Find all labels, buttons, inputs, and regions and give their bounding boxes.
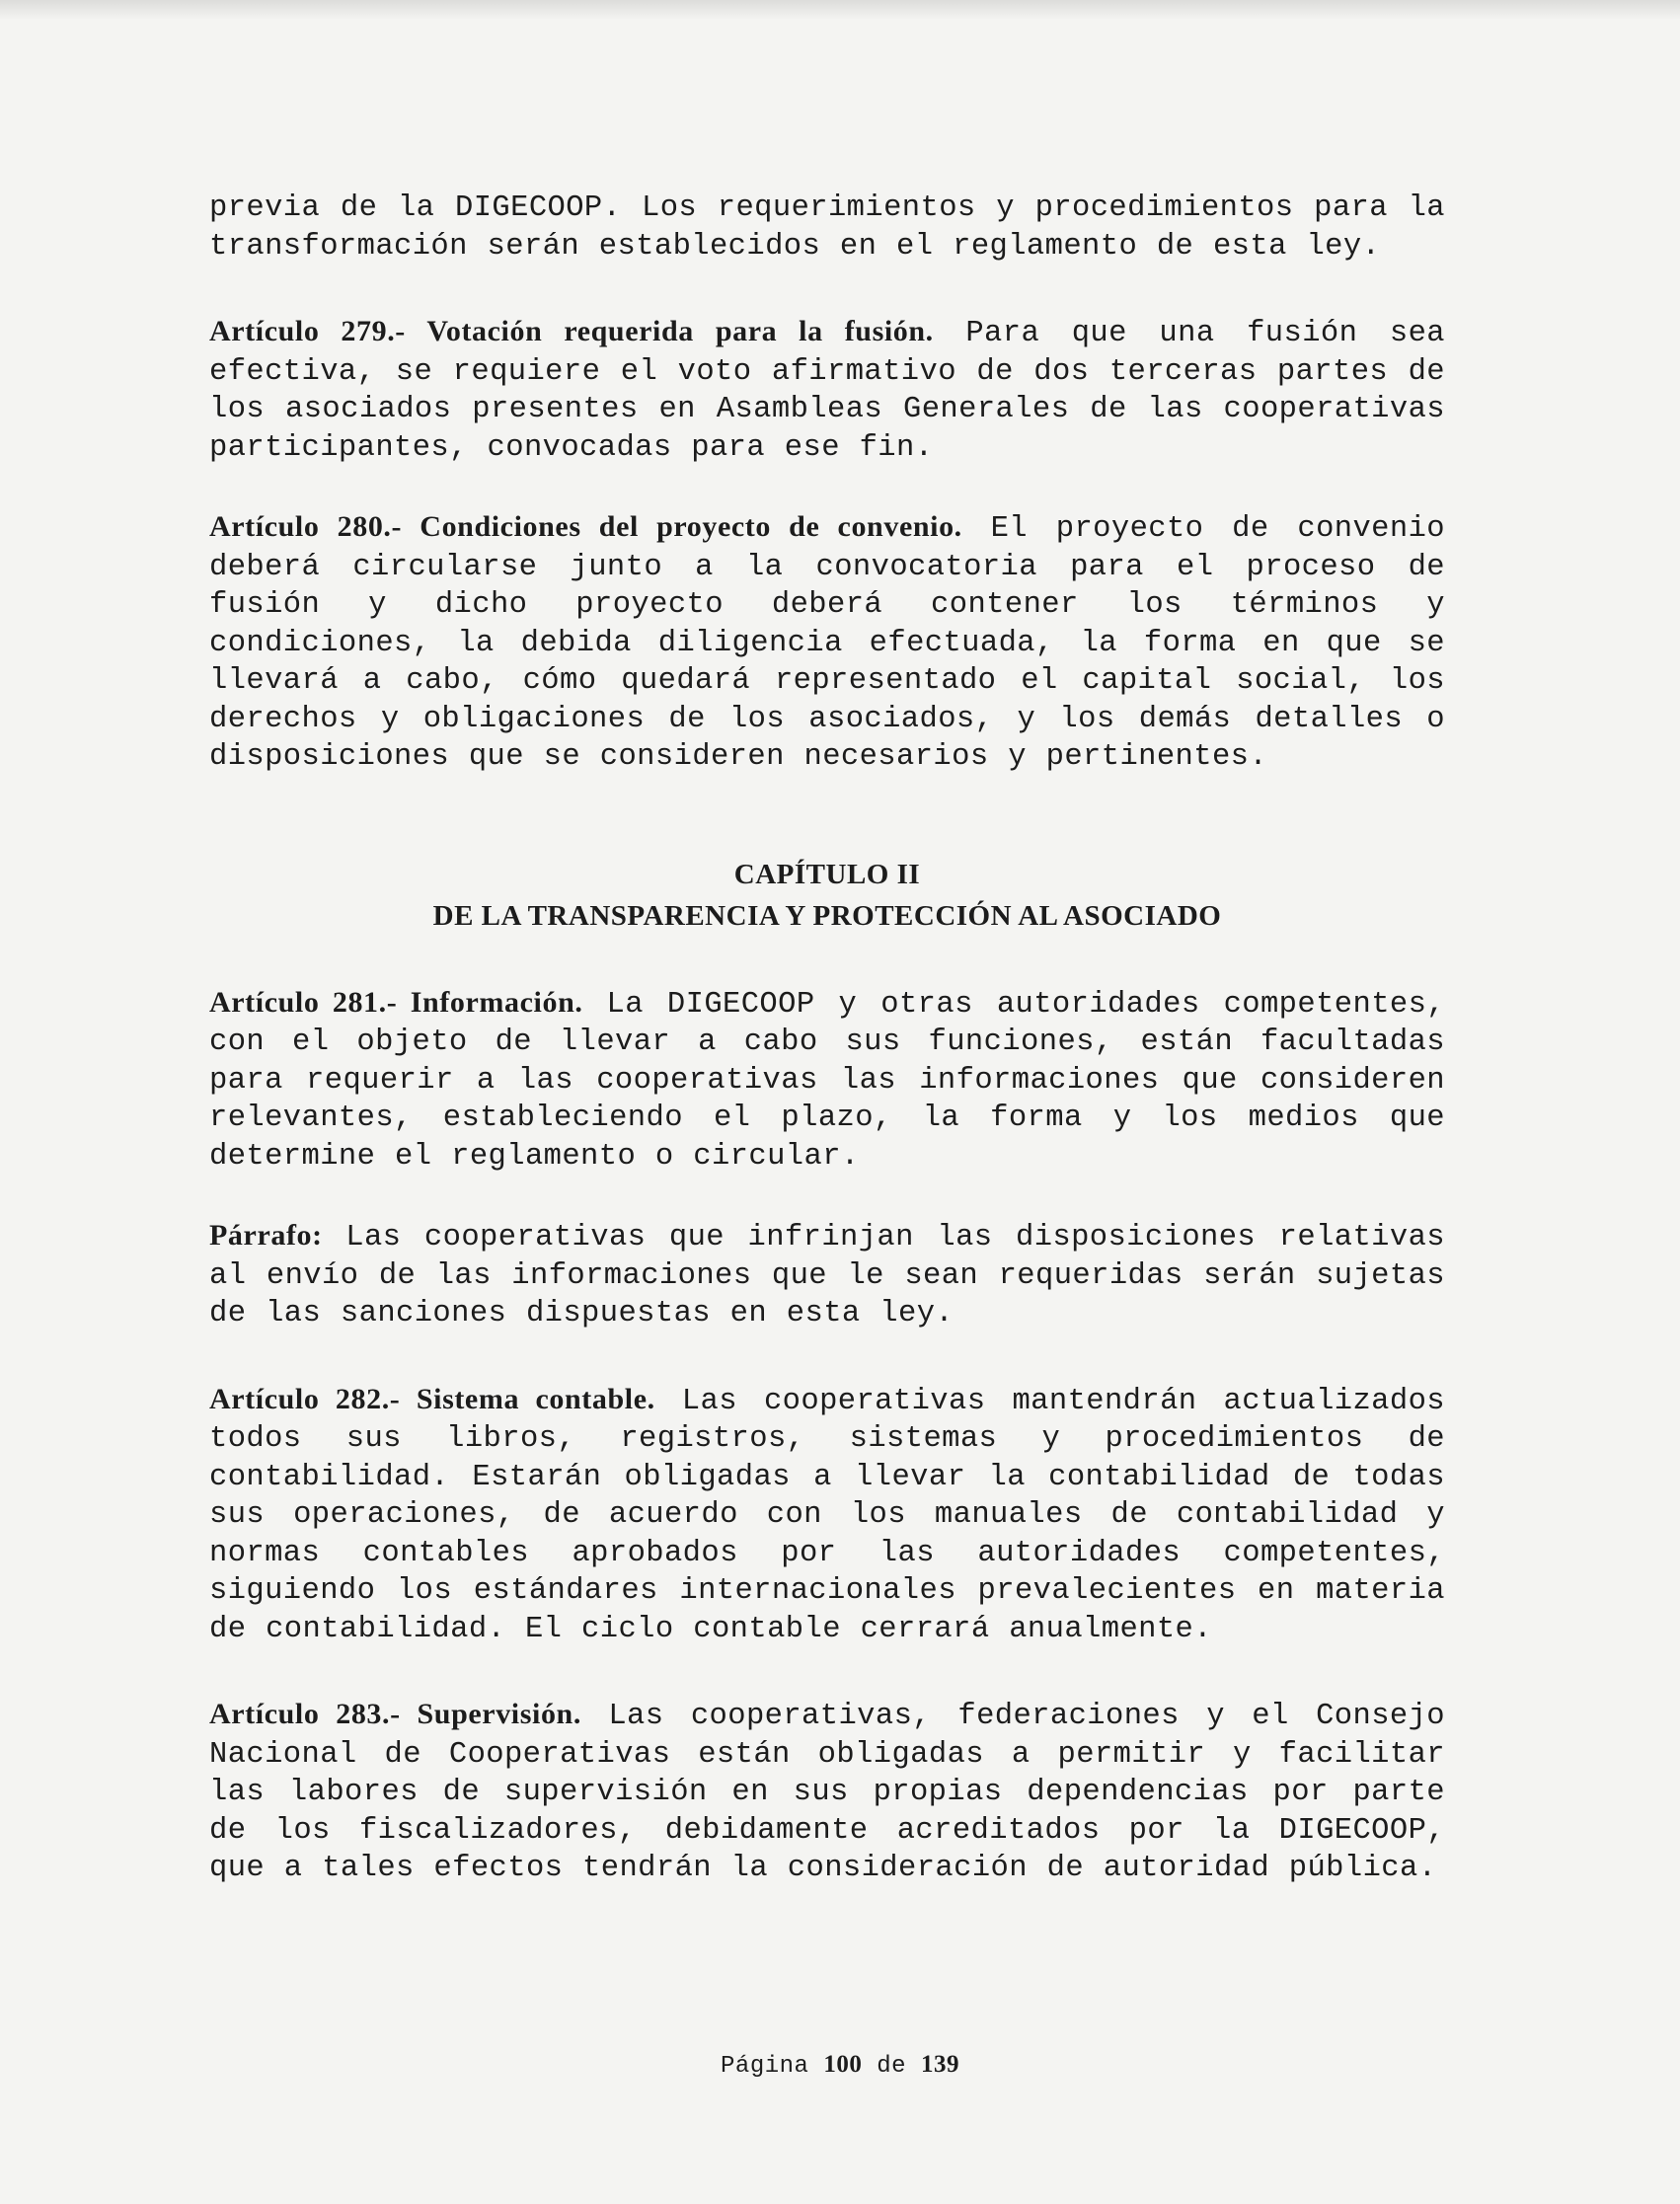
- document-body: [209, 190, 1445, 1888]
- page-connector: de: [877, 2053, 907, 2080]
- article-heading: Artículo 282.- Sistema contable.: [209, 1382, 655, 1415]
- chapter-subtitle: DE LA TRANSPARENCIA Y PROTECCIÓN AL ASOCIADO: [432, 899, 1222, 932]
- chapter-title: CAPÍTULO II: [733, 858, 921, 890]
- article-text: El proyecto de convenio deberá circularse junto a la convocatoria para el proceso de fusión y dicho proyecto deberá contener los términos y condiciones, la debida diligencia efectuada, la forma en que se llevará a cabo, cómo quedará representado el capital social, los derechos y obligaciones de los asociados, y los demás detalles o disposiciones que se consideren necesarios y pertinentes.: [209, 512, 1445, 774]
- parrafo-text: Las cooperativas que infrinjan las disposiciones relativas al envío de las informaciones que le sean requeridas serán sujetas de las sanciones dispuestas en esta ley.: [209, 1221, 1445, 1330]
- article-280: [209, 508, 1445, 777]
- scan-top-edge: [0, 0, 1680, 20]
- page-label: Página: [721, 2053, 809, 2080]
- article-text: Para que una fusión sea efectiva, se requiere el voto afirmativo de dos terceras partes de los asociados presentes en Asambleas Generales de las cooperativas participantes, convocadas para ese fin.: [209, 317, 1445, 465]
- article-heading: Artículo 283.- Supervisión.: [209, 1698, 581, 1730]
- intro-paragraph: previa de la DIGECOOP. Los requerimientos y procedimientos para la transformación serán establecidos en el reglamento de esta ley.: [209, 191, 1445, 264]
- total-pages: 139: [920, 2051, 959, 2078]
- article-283: [209, 1696, 1445, 1888]
- parrafo: [209, 1217, 1445, 1333]
- parrafo-heading: Párrafo:: [209, 1219, 323, 1252]
- article-text: La DIGECOOP y otras autoridades competentes, con el objeto de llevar a cabo sus funciones, están facultadas para requerir a las cooperativas las informaciones que consideren relevantes, estableciendo el plazo, la forma y los medios que determine el reglamento o circular.: [209, 987, 1446, 1174]
- article-281: [209, 984, 1445, 1177]
- current-page: 100: [823, 2051, 863, 2078]
- page-number: [0, 2051, 1680, 2080]
- article-heading: Artículo 280.- Condiciones del proyecto de convenio.: [209, 510, 962, 543]
- article-heading: Artículo 281.- Información.: [209, 985, 583, 1019]
- article-282: [209, 1381, 1445, 1649]
- article-heading: Artículo 279.- Votación requerida para la fusión.: [209, 315, 934, 347]
- article-text: Las cooperativas mantendrán actualizados todos sus libros, registros, sistemas y procedimientos de contabilidad. Estarán obligadas a llevar la contabilidad de todas sus operaciones, de acuerdo con los manuales de contabilidad y normas contables aprobados por las autoridades competentes, siguiendo los estándares internacionales prevalecientes en materia de contabilidad. El ciclo contable cerrará anualmente.: [209, 1384, 1445, 1646]
- article-text: Las cooperativas, federaciones y el Consejo Nacional de Cooperativas están obligadas a permitir y facilitar las labores de supervisión en sus propias dependencias por parte de los fiscalizadores, debidamente acreditados por la DIGECOOP, que a tales efectos tendrán la consideración de autoridad pública.: [209, 1700, 1446, 1885]
- article-279: [209, 313, 1445, 467]
